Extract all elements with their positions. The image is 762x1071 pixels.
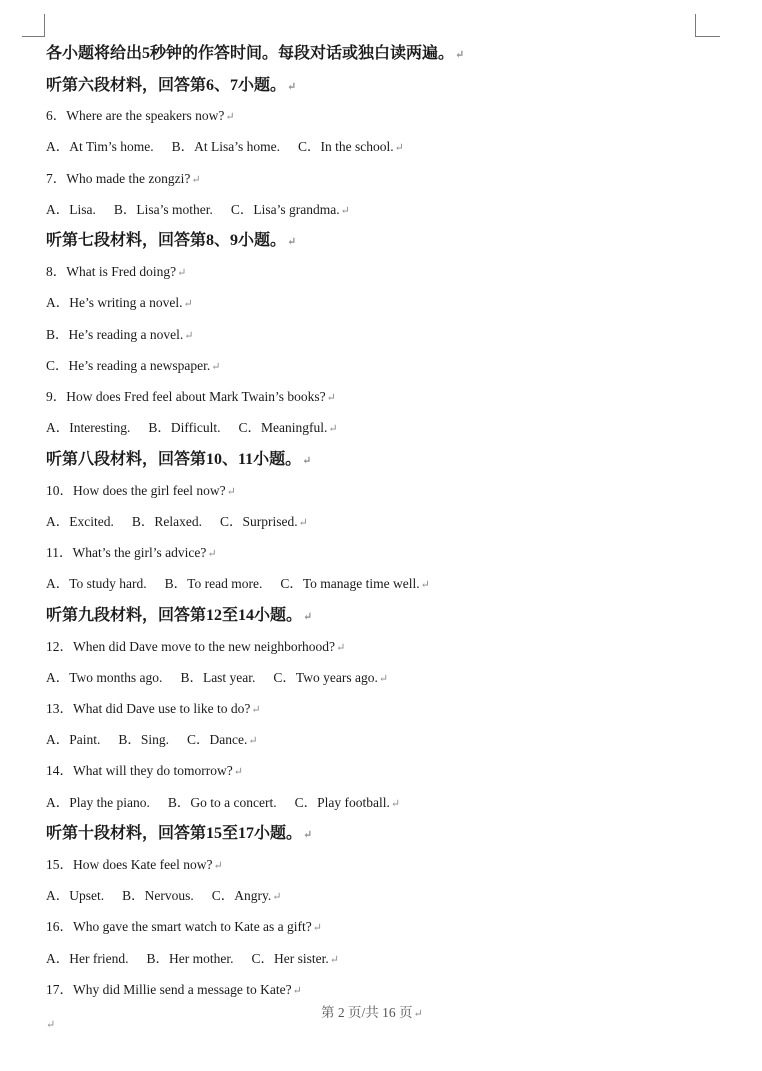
question-15: 15．How does Kate feel now?↵ [46,857,223,872]
option-8c: C．He’s reading a newspaper.↵ [46,358,221,373]
option-c: C．Lisa’s grandma. [230,202,340,217]
options-13: A．Paint. B．Sing. C．Dance.↵ [46,732,258,747]
options-7: A．Lisa. B．Lisa’s mother. C．Lisa’s grandma.↵ [46,202,350,217]
options-14: A．Play the piano. B．Go to a concert. C．Play football.↵ [46,795,401,810]
option-8a: A．He’s writing a novel.↵ [46,295,193,310]
options-9: A．Interesting. B．Difficult. C．Meaningful.↵ [46,420,338,435]
option-a: A．Paint. [46,732,101,747]
options-12: A．Two months ago. B．Last year. C．Two years ago.↵ [46,670,389,685]
section-heading-7: 听第七段材料，回答第8、9小题。↵ [46,232,297,249]
option-b: B．Sing. [118,732,170,747]
question-7: 7．Who made the zongzi?↵ [46,171,201,186]
option-b: B．Her mother. [146,951,234,966]
option-a: A．Excited. [46,514,114,529]
option-c: C．In the school. [298,139,394,154]
question-12: 12．When did Dave move to the new neighborhood?↵ [46,639,346,654]
option-a: A．Her friend. [46,951,129,966]
section-heading-8: 听第八段材料，回答第10、11小题。↵ [46,451,312,468]
option-a: A．At Tim’s home. [46,139,154,154]
option-b: B．Go to a concert. [167,795,277,810]
option-c: C．To manage time well. [280,576,420,591]
option-c: C．Meaningful. [238,420,328,435]
page-corner-top-left [22,14,45,37]
option-b: B．Relaxed. [131,514,202,529]
option-c: C．Play football. [294,795,390,810]
options-10: A．Excited. B．Relaxed. C．Surprised.↵ [46,514,308,529]
options-15: A．Upset. B．Nervous. C．Angry.↵ [46,888,282,903]
option-c: C．Her sister. [251,951,329,966]
options-6: A．At Tim’s home. B．At Lisa’s home. C．In the school.↵ [46,139,404,154]
question-9: 9．How does Fred feel about Mark Twain’s books?↵ [46,389,336,404]
option-8b: B．He’s reading a novel.↵ [46,327,194,342]
section-heading-9: 听第九段材料，回答第12至14小题。↵ [46,607,313,624]
option-b: B．At Lisa’s home. [171,139,281,154]
question-10: 10．How does the girl feel now?↵ [46,483,236,498]
option-a: A．To study hard. [46,576,147,591]
question-6: 6．Where are the speakers now?↵ [46,108,235,123]
option-b: B．Nervous. [122,888,194,903]
question-14: 14．What will they do tomorrow?↵ [46,763,243,778]
paragraph-mark: ↵ [46,1019,56,1031]
page-corner-top-right [695,14,720,37]
option-b: B．Last year. [180,670,256,685]
question-11: 11．What’s the girl’s advice?↵ [46,545,217,560]
section-heading-10: 听第十段材料，回答第15至17小题。↵ [46,825,313,842]
question-8: 8．What is Fred doing?↵ [46,264,187,279]
page-footer: 第 2 页/共 16 页↵ [321,1005,423,1020]
question-17: 17．Why did Millie send a message to Kate?↵ [46,982,302,997]
option-b: B．To read more. [164,576,263,591]
option-a: A．Interesting. [46,420,131,435]
question-13: 13．What did Dave use to like to do?↵ [46,701,261,716]
option-b: B．Lisa’s mother. [113,202,213,217]
intro-instruction: 各小题将给出5秒钟的作答时间。每段对话或独白读两遍。↵ [46,45,465,62]
question-16: 16．Who gave the smart watch to Kate as a gift?↵ [46,919,322,934]
option-a: A．Play the piano. [46,795,150,810]
option-c: C．Two years ago. [273,670,378,685]
option-a: A．Upset. [46,888,105,903]
option-a: A．Lisa. [46,202,96,217]
options-11: A．To study hard. B．To read more. C．To manage time well.↵ [46,576,430,591]
option-a: A．Two months ago. [46,670,163,685]
option-c: C．Angry. [211,888,272,903]
option-c: C．Surprised. [219,514,298,529]
section-heading-6: 听第六段材料，回答第6、7小题。↵ [46,77,297,94]
option-b: B．Difficult. [148,420,221,435]
options-16: A．Her friend. B．Her mother. C．Her sister.↵ [46,951,339,966]
option-c: C．Dance. [187,732,248,747]
